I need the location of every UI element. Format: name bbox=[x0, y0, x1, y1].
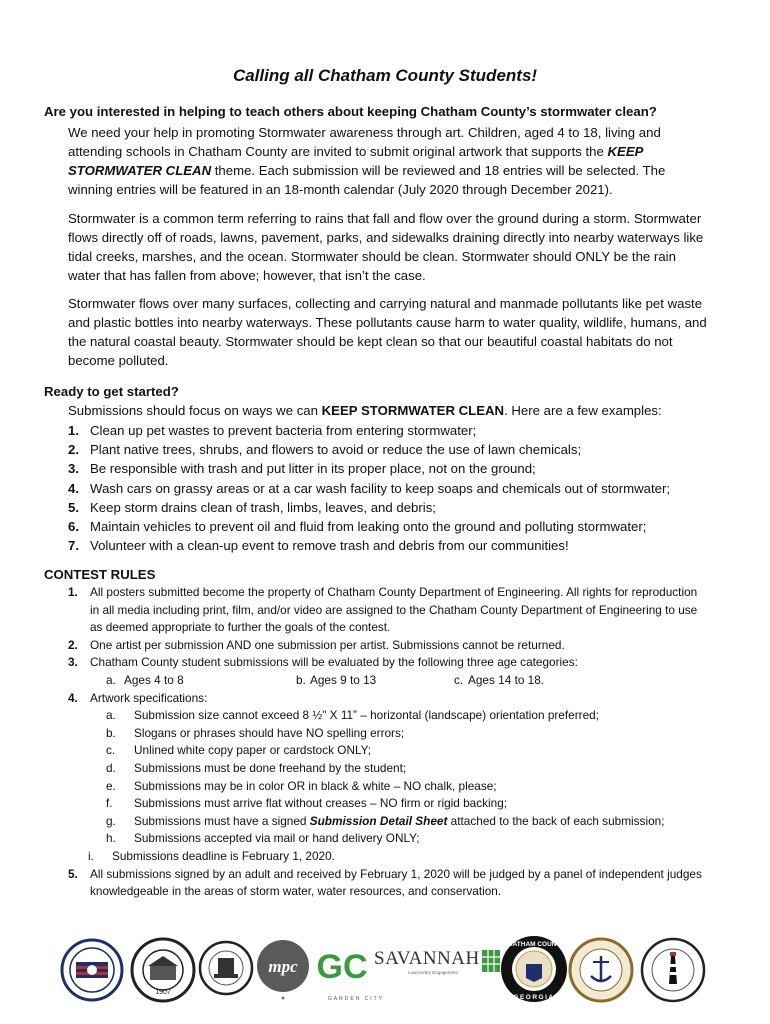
rule-1: 1. All posters submitted become the property of Chatham County Department of Engineering. All rights for reproduction in all media including print, film, and/or video are assigned to the Chatham County Department of Engineering to use as deemed appropriate to further the goals of the contest. bbox=[68, 585, 698, 635]
ready-heading: Ready to get started? bbox=[44, 384, 179, 399]
ready-sub-after: . Here are a few examples: bbox=[504, 403, 662, 418]
anchor-seal-logo bbox=[568, 936, 634, 1004]
ready-sub-emphasis: KEEP STORMWATER CLEAN bbox=[321, 403, 505, 418]
spec-item: d. Submissions must be done freehand by the student; bbox=[106, 760, 407, 775]
contest-rules-heading: CONTEST RULES bbox=[44, 567, 156, 582]
intro-paragraph-3: Stormwater flows over many surfaces, collecting and carrying natural and manmade pollutants like pet waste and plastic bottles into nearby waterways. These pollutants cause harm to water quality, wildlife, humans, and the natural coastal beauty. Stormwater should be kept clean so that our beautiful coastal habitats do not become polluted. bbox=[68, 296, 707, 368]
page-title: Calling all Chatham County Students! bbox=[232, 66, 538, 85]
contest-rules bbox=[68, 584, 708, 901]
spec-item: e. Submissions may be in color OR in black & white – NO chalk, please; bbox=[106, 778, 497, 793]
savannah-wordmark: SAVANNAH bbox=[374, 948, 480, 969]
town-seal-logo bbox=[198, 938, 254, 1000]
deadline-item: i. Submissions deadline is February 1, 2020. bbox=[88, 848, 335, 863]
age-categories: a. Ages 4 to 8 b. Ages 9 to 13 c. Ages 14 to 18. bbox=[68, 672, 708, 690]
list-item: 7. Volunteer with a clean-up event to remove trash and debris from our communities! bbox=[68, 538, 569, 554]
list-item: 6. Maintain vehicles to prevent oil and fluid from leaking onto the ground and polluting stormwater; bbox=[68, 519, 647, 535]
chatham-county-seal bbox=[500, 934, 568, 1004]
spec-item: b. Slogans or phrases should have NO spelling errors; bbox=[106, 725, 405, 740]
ready-sub-before: Submissions should focus on ways we can bbox=[68, 403, 322, 418]
age-category: Ages 14 to 18. bbox=[468, 672, 545, 687]
rule-2: 2. One artist per submission AND one submission per artist. Submissions cannot be returned. bbox=[68, 637, 565, 652]
intro-question: Are you interested in helping to teach others about keeping Chatham County’s stormwater clean? bbox=[44, 104, 657, 119]
list-item: 5. Keep storm drains clean of trash, limbs, leaves, and debris; bbox=[68, 499, 436, 515]
savannah-grid-icon bbox=[482, 950, 500, 972]
svg-text:GC: GC bbox=[316, 948, 368, 986]
rule-3: 3. Chatham County student submissions will be evaluated by the following three age categories: bbox=[68, 655, 578, 670]
list-item: 1. Clean up pet wastes to prevent bacteria from entering stormwater; bbox=[68, 423, 477, 438]
savannah-tagline: Lowcountry Engagement bbox=[408, 970, 458, 975]
svg-text:CHATHAM COUNTY: CHATHAM COUNTY bbox=[503, 941, 565, 948]
p1-emphasis: KEEP STORMWATER CLEAN bbox=[68, 144, 643, 178]
svg-text:mpc: mpc bbox=[268, 957, 298, 976]
ready-subtext bbox=[68, 403, 662, 418]
intro-paragraph-2: Stormwater is a common term referring to rains that fall and flow over the ground during a storm. Stormwater flows directly off of roads, lawns, pavement, parks, and sidewalks draining directly into nearby waterways like tidal creeks, marshes, and the ocean. Stormwater should be clean. Stormwater should ONLY be the rain water that has fallen from above; however, that isn’t the case. bbox=[68, 211, 704, 283]
list-item: 4. Wash cars on grassy areas or at a car wash facility to keep soaps and chemicals out of stormwater; bbox=[68, 480, 671, 496]
lighthouse-seal-logo bbox=[640, 936, 706, 1004]
examples-list bbox=[68, 421, 728, 555]
svg-text:GARDEN CITY: GARDEN CITY bbox=[327, 996, 385, 1002]
sponsor-logos bbox=[58, 934, 708, 1004]
spec-item: c. Unlined white copy paper or cardstock ONLY; bbox=[106, 743, 372, 758]
spec-item: a. Submission size cannot exceed 8 ½" X 11” – horizontal (landscape) orientation preferred; bbox=[106, 708, 599, 723]
p1-text-after: theme. Each submission will be reviewed and 18 entries will be selected. The winning entries will be featured in an 18-month calendar (July 2020 through December 2021). bbox=[68, 163, 666, 197]
svg-text:GEORGIA: GEORGIA bbox=[513, 994, 555, 1001]
spec-item: f. Submissions must arrive flat without creases – NO firm or rigid backing; bbox=[106, 796, 508, 811]
municipal-seal-logo bbox=[60, 938, 124, 1002]
mpc-logo bbox=[254, 936, 312, 1004]
list-item: 2. Plant native trees, shrubs, and flowers to avoid or reduce the use of lawn chemicals; bbox=[68, 442, 582, 458]
rule-5: 5. All submissions signed by an adult and received by February 1, 2020 will be judged by a panel of independent judges knowledgeable in the areas of storm water, water resources, and conservation. bbox=[68, 866, 702, 899]
p1-text-before: We need your help in promoting Stormwater awareness through art. Children, aged 4 to 18, living and attending schools in Chatham County are invited to submit original artwork that supports the bbox=[68, 125, 661, 159]
savannah-logo bbox=[374, 948, 502, 988]
intro-paragraph-1 bbox=[68, 123, 708, 199]
spec-item: h. Submissions accepted via mail or hand delivery ONLY; bbox=[106, 831, 420, 846]
age-category: Ages 4 to 8 bbox=[124, 672, 184, 687]
list-item: 3. Be responsible with trash and put litter in its proper place, not on the ground; bbox=[68, 461, 536, 477]
rule-4: 4. Artwork specifications: bbox=[68, 690, 208, 705]
spec-item: g. Submissions must have a signed Submission Detail Sheet attached to the back of each submission; bbox=[106, 813, 665, 828]
city-of-pooler-logo bbox=[130, 936, 196, 1004]
age-category: Ages 9 to 13 bbox=[310, 672, 377, 687]
pooler-year: 1907 bbox=[155, 989, 171, 996]
